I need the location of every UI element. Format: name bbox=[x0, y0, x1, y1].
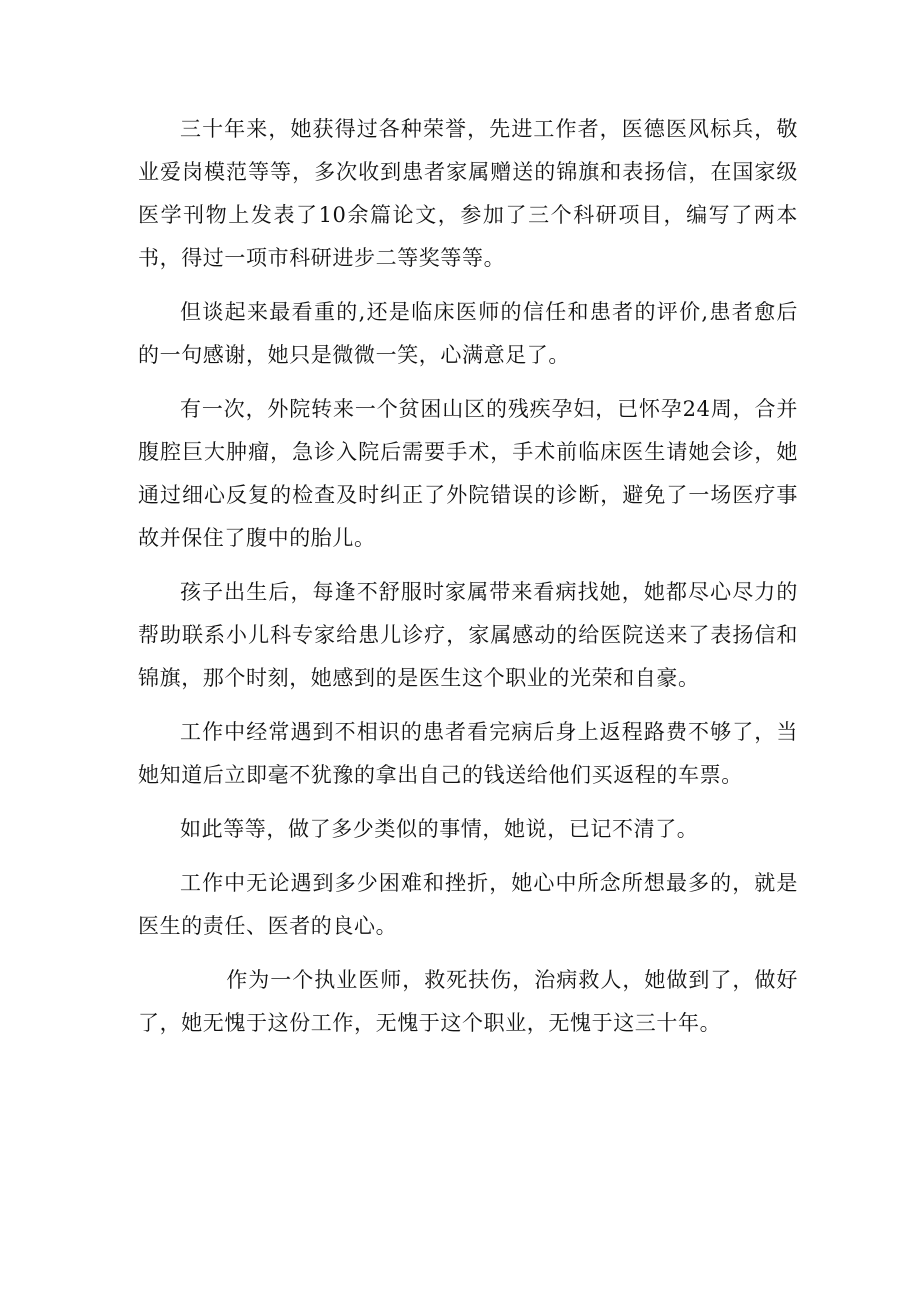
paragraph-countless-deeds: 如此等等，做了多少类似的事情，她说，已记不清了。 bbox=[180, 817, 699, 841]
paragraph-responsibility: 工作中无论遇到多少困难和挫折，她心中所念所想最多的，就是医生的责任、医者的良心。 bbox=[138, 871, 798, 938]
paragraph-evaluation: 但谈起来最看重的,还是临床医师的信任和患者的评价,患者愈后的一句感谢，她只是微微一笑，心满意足了。 bbox=[138, 300, 798, 367]
paragraph-conclusion: 作为一个执业医师，救死扶伤，治病救人，她做到了，做好了，她无愧于这份工作，无愧于这个职业，无愧于这三十年。 bbox=[138, 968, 798, 1035]
paragraph-pregnant-patient: 有一次，外院转来一个贫困山区的残疾孕妇，已怀孕24周，合并腹腔巨大肿瘤，急诊入院后需要手术，手术前临床医生请她会诊，她通过细心反复的检查及时纠正了外院错误的诊断，避免了一场医疗事故并保住了腹中的胎儿。 bbox=[138, 397, 798, 550]
document-body bbox=[138, 108, 798, 1056]
paragraph-honors: 三十年来，她获得过各种荣誉，先进工作者，医德医风标兵，敬业爱岗模范等等，多次收到患者家属赠送的锦旗和表扬信，在国家级医学刊物上发表了10余篇论文，参加了三个科研项目，编写了两本书，得过一项市科研进步二等奖等等。 bbox=[138, 117, 798, 270]
paragraph-travel-fare: 工作中经常遇到不相识的患者看完病后身上返程路费不够了，当她知道后立即毫不犹豫的拿出自己的钱送给他们买返程的车票。 bbox=[138, 720, 798, 787]
paragraph-child-care: 孩子出生后，每逢不舒服时家属带来看病找她，她都尽心尽力的帮助联系小儿科专家给患儿诊疗，家属感动的给医院送来了表扬信和锦旗，那个时刻，她感到的是医生这个职业的光荣和自豪。 bbox=[138, 580, 798, 690]
